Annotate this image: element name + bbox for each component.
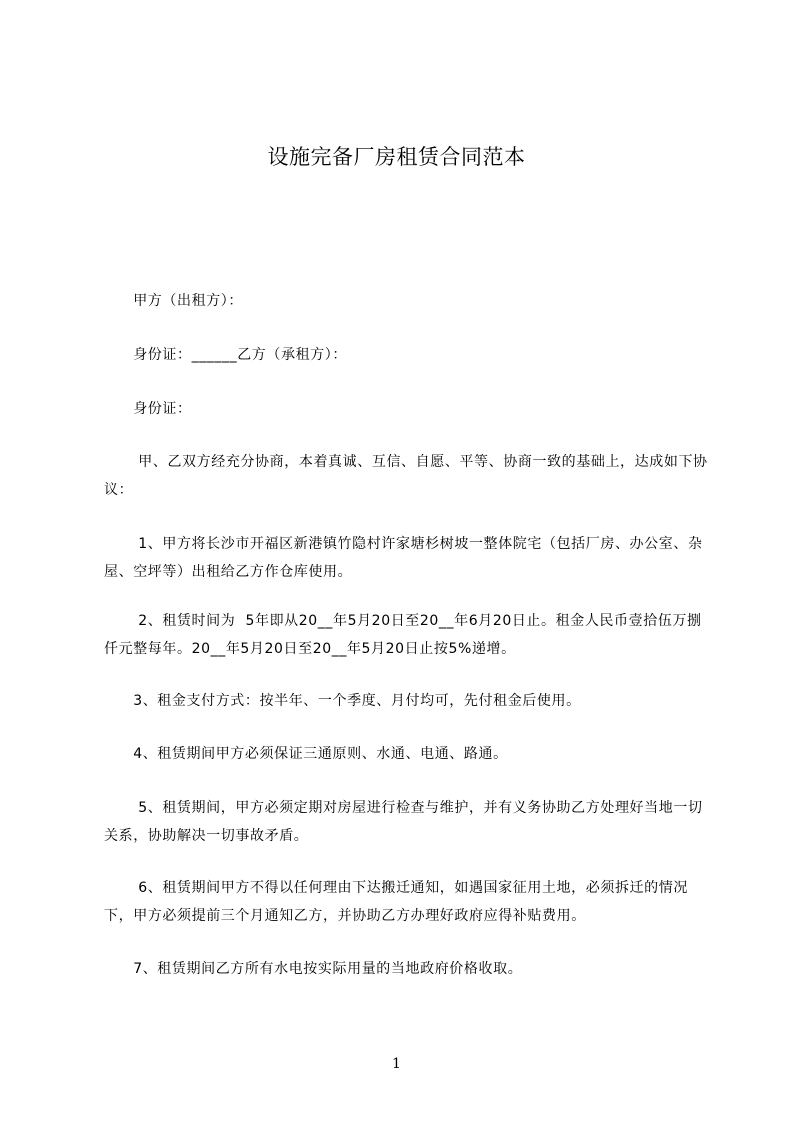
paragraph-clause-1: 1、甲方将长沙市开福区新港镇竹隐村许家塘杉树坡一整体院宅（包括厂房、办公室、杂屋、空坪等）出租给乙方作仓库使用。	[104, 536, 703, 580]
paragraph-id: 身份证：	[104, 401, 192, 417]
paragraph-clause-6: 6、租赁期间甲方不得以任何理由下达搬迁通知，如遇国家征用土地，必须拆迁的情况下，甲方必须提前三个月通知乙方，并协助乙方办理好政府应得补贴费用。	[104, 880, 688, 924]
paragraph-clause-2: 2、租赁时间为 5年即从20__年5月20日至20__年6月20日止。租金人民币壹拾伍万捌仟元整每年。20__年5月20日至20__年5月20日止按5%递增。	[104, 613, 702, 657]
paragraph-clause-4: 4、租赁期间甲方必须保证三通原则、水通、电通、路通。	[104, 746, 508, 762]
paragraph-preamble: 甲、乙双方经充分协商，本着真诚、互信、自愿、平等、协商一致的基础上，达成如下协议：	[104, 454, 708, 498]
paragraph-clause-3: 3、租金支付方式：按半年、一个季度、月付均可，先付租金后使用。	[104, 693, 581, 709]
paragraph-party-a: 甲方（出租方）：	[104, 293, 243, 309]
page-number: 1	[392, 1056, 401, 1072]
paragraph-id-party-b: 身份证：______乙方（承租方）：	[104, 347, 347, 363]
paragraph-clause-5: 5、租赁期间，甲方必须定期对房屋进行检查与维护，并有义务协助乙方处理好当地一切关系，协助解决一切事故矛盾。	[104, 800, 703, 844]
document-title: 设施完备厂房租赁合同范本	[267, 145, 526, 169]
paragraph-clause-7: 7、租赁期间乙方所有水电按实际用量的当地政府价格收取。	[104, 961, 523, 977]
